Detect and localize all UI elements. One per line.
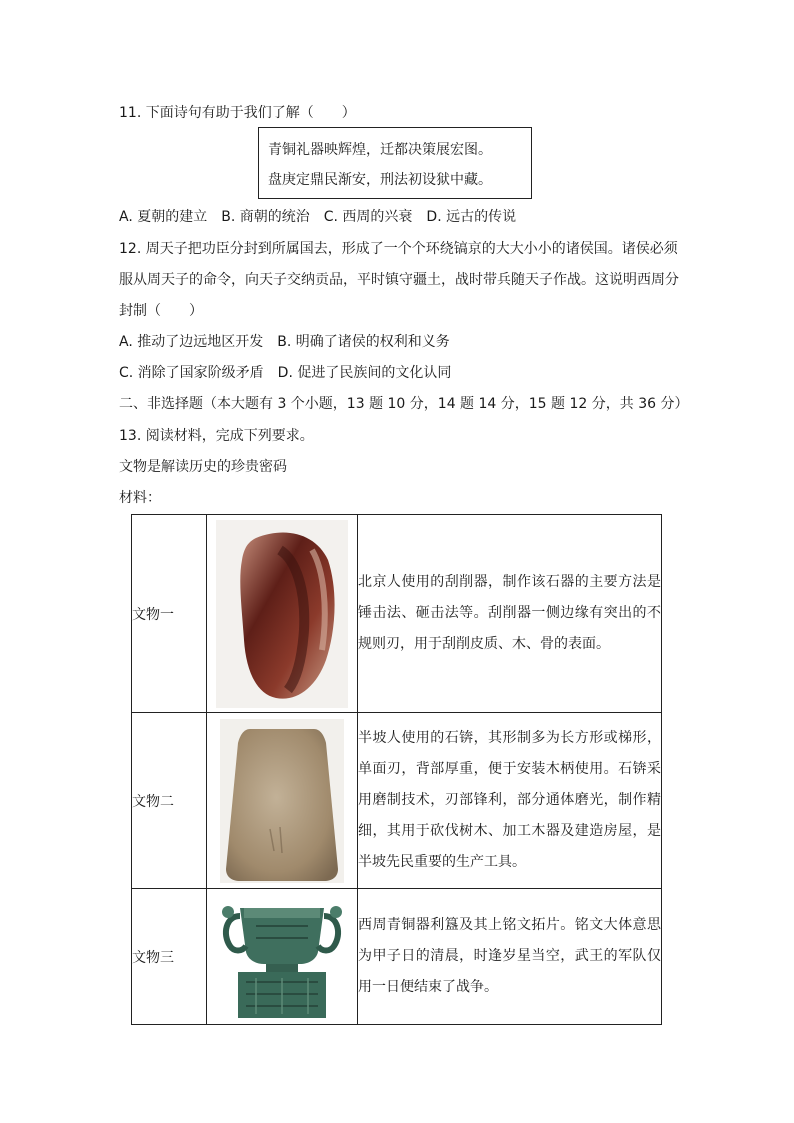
poem-box (258, 127, 532, 199)
artifact-description: 北京人使用的刮削器，制作该石器的主要方法是锤击法、砸击法等。刮削器一侧边缘有突出的不规则刃，用于刮削皮质、木、骨的表面。 (358, 515, 662, 713)
scraper-stone-tool-image (216, 520, 348, 708)
artifact-name: 文物三 (132, 889, 207, 1025)
artifact-name: 文物一 (132, 515, 207, 713)
artifact-description: 西周青铜器利簋及其上铭文拓片。铭文大体意思为甲子日的清晨，时逢岁星当空，武王的军队仅用一日便结束了战争。 (358, 889, 662, 1025)
artifact-name: 文物二 (132, 713, 207, 889)
poem-line-1: 青铜礼器映辉煌，迁都决策展宏图。 (268, 142, 492, 158)
q11-options: A. 夏朝的建立 B. 商朝的统治 C. 西周的兴衰 D. 远古的传说 (119, 209, 517, 225)
stone-adze-image (220, 719, 344, 883)
section-2-heading: 二、非选择题（本大题有 3 个小题，13 题 10 分，14 题 14 分，15 题 12 分，共 36 分） (119, 396, 689, 412)
q12-stem-line-3: 封制（ ） (119, 303, 203, 319)
bronze-gui-vessel-image (216, 894, 348, 1020)
material-label: 材料： (119, 490, 161, 506)
artifact-table (131, 514, 662, 1025)
table-row (132, 515, 662, 713)
table-row (132, 713, 662, 889)
q12-options-line-2: C. 消除了国家阶级矛盾 D. 促进了民族间的文化认同 (119, 365, 452, 381)
q11-stem: 11. 下面诗句有助于我们了解（ ） (119, 105, 356, 121)
artifact-description: 半坡人使用的石锛，其形制多为长方形或梯形，单面刃，背部厚重，便于安装木柄使用。石锛采用磨制技术，刃部锋利，部分通体磨光，制作精细，其用于砍伐树木、加工木器及建造房屋，是半坡先民重要的生产工具。 (358, 713, 662, 889)
poem-line-2: 盘庚定鼎民渐安，刑法初设狱中藏。 (268, 172, 492, 188)
q12-stem-line-2: 服从周天子的命令，向天子交纳贡品，平时镇守疆土，战时带兵随天子作战。这说明西周分 (119, 272, 679, 288)
q12-stem-line-1: 12. 周天子把功臣分封到所属国去，形成了一个个环绕镐京的大大小小的诸侯国。诸侯必须 (119, 241, 678, 257)
q13-subtitle: 文物是解读历史的珍贵密码 (119, 459, 287, 475)
artifact-image-cell (207, 713, 358, 889)
q13-stem: 13. 阅读材料，完成下列要求。 (119, 428, 314, 444)
q12-options-line-1: A. 推动了边远地区开发 B. 明确了诸侯的权利和义务 (119, 334, 450, 350)
artifact-image-cell (207, 889, 358, 1025)
table-row (132, 889, 662, 1025)
artifact-image-cell (207, 515, 358, 713)
